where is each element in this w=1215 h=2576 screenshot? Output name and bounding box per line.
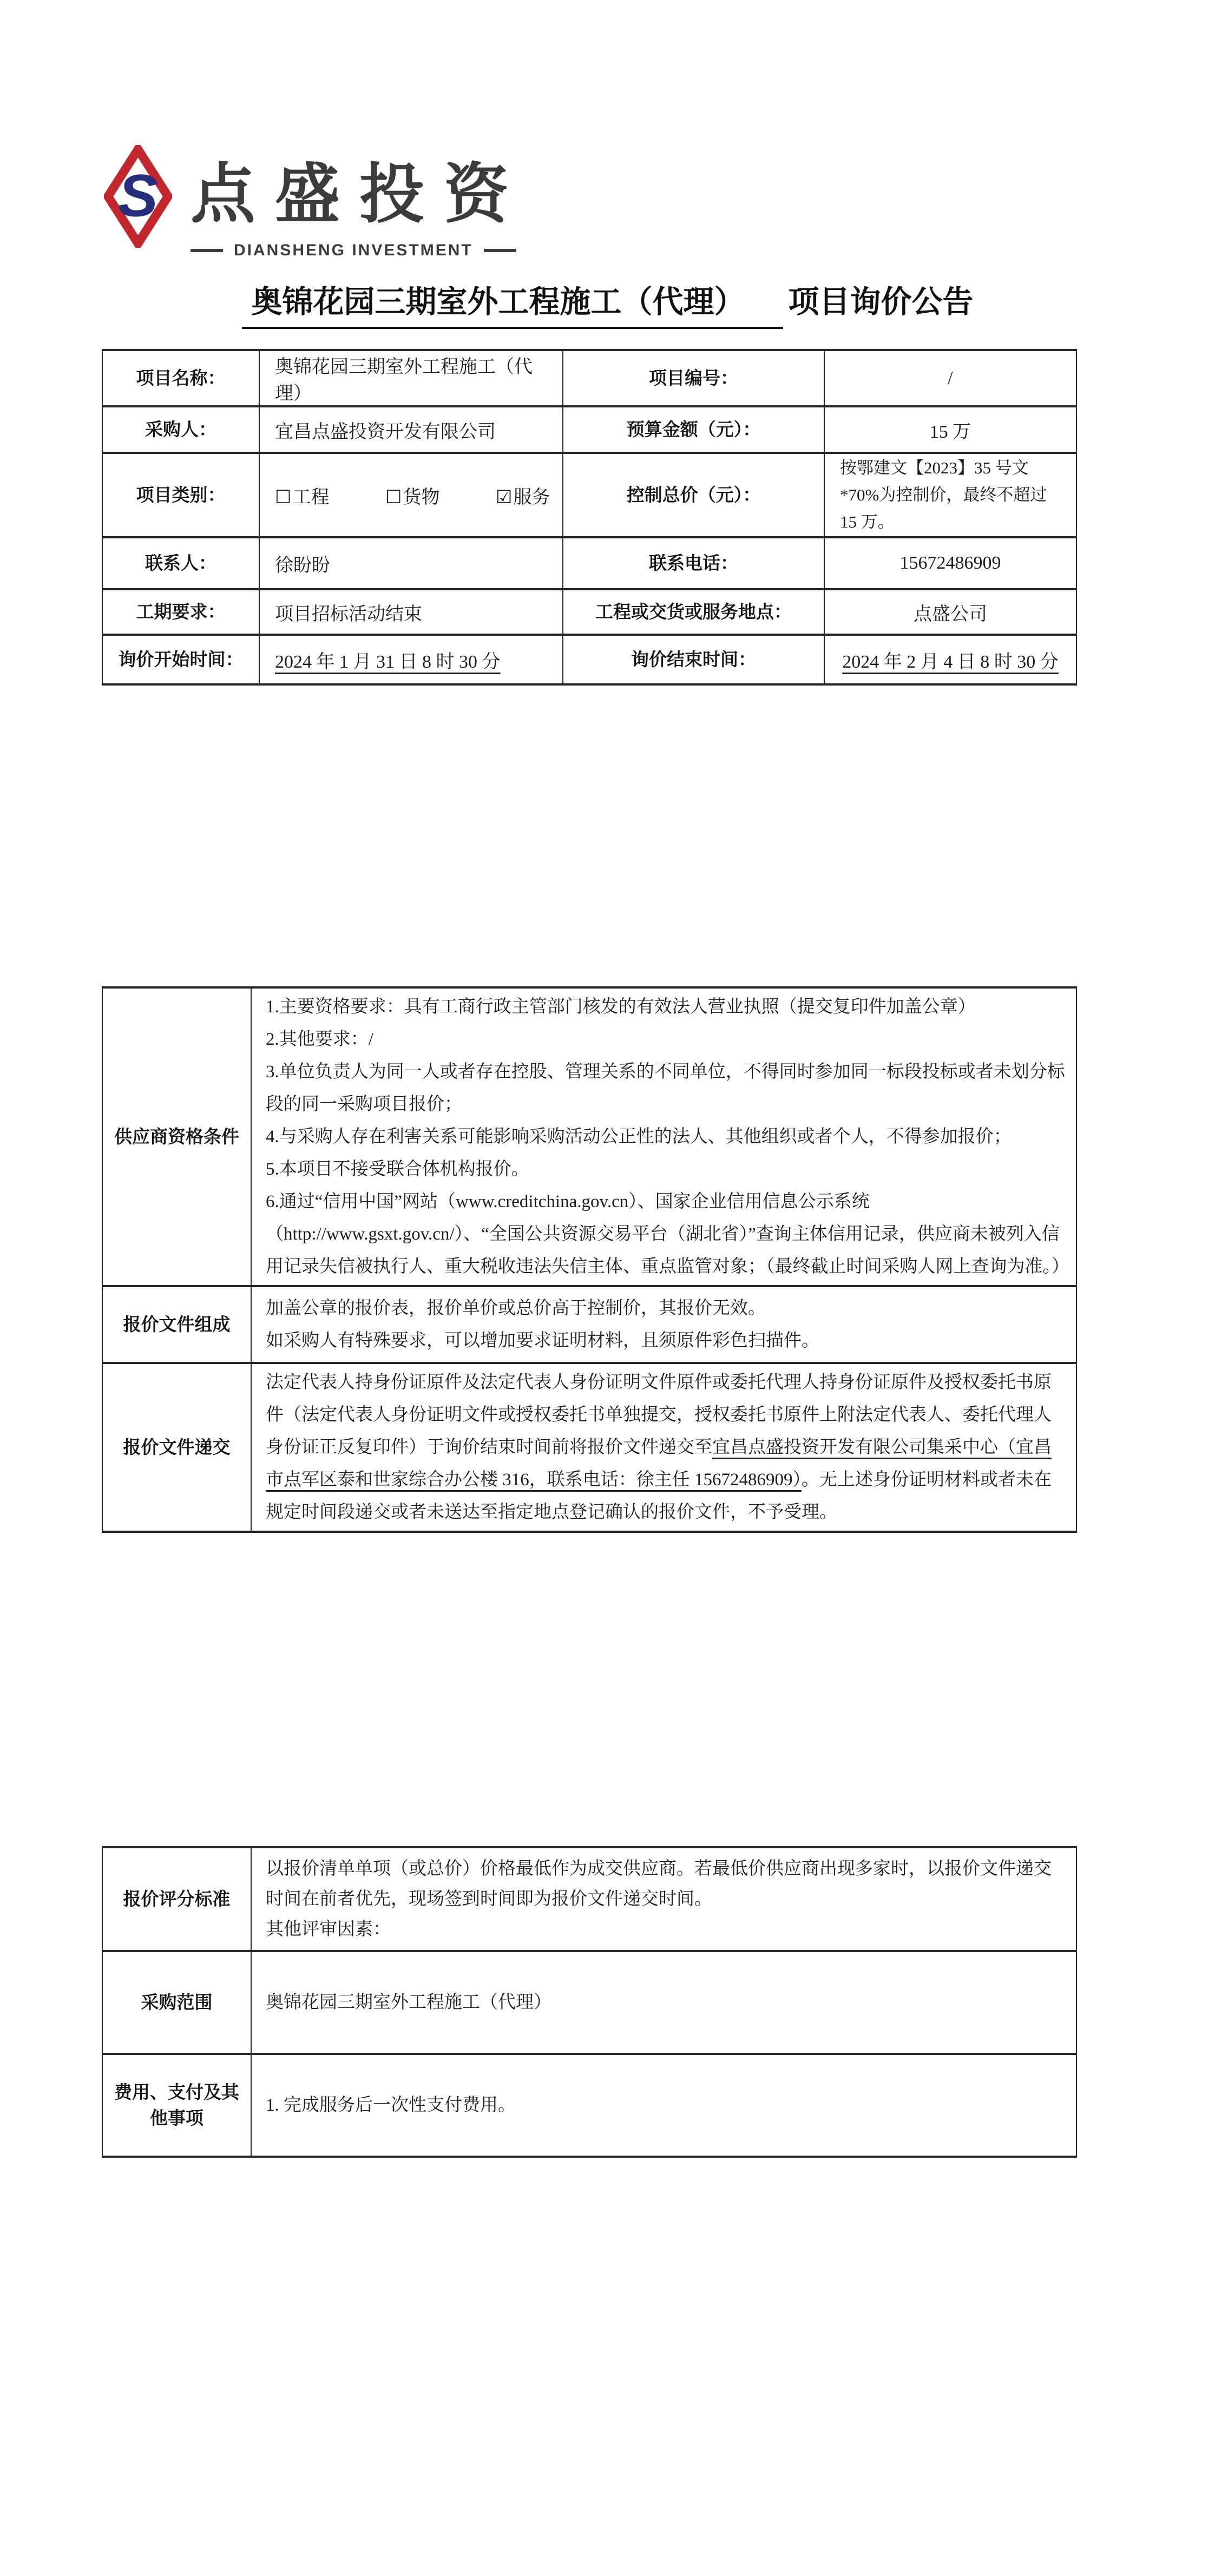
budget-value: 15 万 [824, 406, 1076, 453]
submission-pre: 法定代表人持身份证原件及法定代表人身份证明文件原件或委托代理人持身份证原件及授权委托书原件（法定代表人身份证明文件或授权委托书单独提交，授权委托书原件上附法定代表人、委托代理人身份证正反复印件）于询价结束时间前将报价文件递交至 [266, 1373, 1052, 1457]
table-row [102, 350, 1076, 406]
table-row [102, 589, 1076, 635]
control-price-label: 控制总价（元）： [563, 453, 824, 537]
procurement-scope-content [251, 1951, 1076, 2054]
project-number-value: / [824, 350, 1076, 406]
checkbox-unchecked-icon: ☐ [275, 486, 292, 508]
logo-dash-left-icon [191, 249, 223, 252]
logo-subtitle [191, 241, 516, 260]
category-label: 项目类别： [102, 453, 259, 537]
purchaser-label: 采购人： [102, 406, 259, 453]
composition-line: 如采购人有特殊要求，可以增加要求证明材料，且须原件彩色扫描件。 [266, 1331, 819, 1350]
requirement-item: 1.主要资格要求：具有工商行政主管部门核发的有效法人营业执照（提交复印件加盖公章） [266, 997, 976, 1017]
requirement-item: 6.通过“信用中国”网站（www.creditchina.gov.cn）、国家企业信用信息公示系统（http://www.gsxt.gov.cn/）、“全国公共资源交易平台（湖北省）”查询主体信用记录，供应商未被列入信用记录失信被执行人、重大税收违法失信主体、重点监管对象；（最终截止时间采购人网上查询为准。） [266, 1192, 1069, 1276]
category-option-label: 工程 [292, 487, 330, 508]
end-time-label: 询价结束时间： [563, 635, 824, 684]
criteria-line: 其他评审因素： [266, 1920, 391, 1939]
purchaser-value: 宜昌点盛投资开发有限公司 [259, 406, 563, 453]
category-value [259, 453, 563, 537]
phone-label: 联系电话： [563, 537, 824, 589]
qualification-label: 供应商资格条件 [102, 987, 251, 1286]
start-time-text: 2024 年 1 月 31 日 8 时 30 分 [275, 651, 501, 672]
table-row [102, 1847, 1076, 1951]
requirement-item: 2.其他要求：/ [266, 1030, 373, 1049]
submission-address-underlined: 宜昌点盛投资开发有限公司集采中心（宜昌市点军区泰和世家综合办公楼 316，联系电话：徐主任 15672486909） [266, 1438, 1052, 1490]
category-option-label: 服务 [513, 487, 550, 508]
fees-payment-content [251, 2054, 1076, 2157]
fees-payment-label: 费用、支付及其他事项 [102, 2054, 251, 2157]
table-row [102, 1951, 1076, 2054]
scope-line: 奥锦花园三期室外工程施工（代理） [266, 1993, 551, 2012]
end-time-text: 2024 年 2 月 4 日 8 时 30 分 [842, 651, 1059, 672]
table-row [102, 537, 1076, 589]
schedule-value: 项目招标活动结束 [259, 589, 563, 635]
submission-post: 。无上述身份证明材料或者未在规定时间段递交或者未送达至指定地点登记确认的报价文件，不予受理。 [266, 1470, 1052, 1522]
category-option-gongcheng [275, 482, 329, 509]
logo-cn-text: 点盛投资 [191, 158, 528, 230]
evaluation-criteria-label: 报价评分标准 [102, 1847, 251, 1951]
table-row [102, 1363, 1076, 1532]
quote-composition-content [251, 1286, 1076, 1363]
table-row [102, 987, 1076, 1286]
logo-dash-right-icon [484, 249, 516, 252]
title-suffix: 项目询价公告 [788, 285, 974, 319]
criteria-line: 以报价清单单项（或总价）价格最低作为成交供应商。若最低价供应商出现多家时，以报价文件递交时间在前者优先，现场签到时间即为报价文件递交时间。 [266, 1859, 1052, 1909]
contact-label: 联系人： [102, 537, 259, 589]
requirement-item: 3.单位负责人为同一人或者存在控股、管理关系的不同单位，不得同时参加同一标段投标或者未划分标段的同一采购项目报价； [266, 1062, 1065, 1114]
title-underlined: 奥锦花园三期室外工程施工（代理） [242, 277, 783, 329]
procurement-scope-label: 采购范围 [102, 1951, 251, 2054]
project-name-label: 项目名称： [102, 350, 259, 406]
supplier-qualification-table [102, 986, 1077, 1533]
checkbox-checked-icon: ☑ [495, 486, 513, 508]
phone-value: 15672486909 [824, 537, 1076, 589]
page-title [0, 277, 1215, 329]
table-row [102, 1286, 1076, 1363]
budget-label: 预算金额（元）： [563, 406, 824, 453]
control-price-value: 按鄂建文【2023】35 号文*70%为控制价，最终不超过 15 万。 [824, 453, 1076, 537]
schedule-label: 工期要求： [102, 589, 259, 635]
table-row [102, 635, 1076, 684]
start-time-label: 询价开始时间： [102, 635, 259, 684]
evaluation-criteria-content [251, 1847, 1076, 1951]
project-info-table [102, 349, 1077, 686]
start-time-value [259, 635, 563, 684]
quote-composition-label: 报价文件组成 [102, 1286, 251, 1363]
diansheng-logo-icon [104, 145, 172, 248]
project-name-value: 奥锦花园三期室外工程施工（代理） [259, 350, 563, 406]
location-label: 工程或交货或服务地点： [563, 589, 824, 635]
requirement-item: 4.与采购人存在利害关系可能影响采购活动公正性的法人、其他组织或者个人，不得参加报价； [266, 1127, 1012, 1147]
contact-value: 徐盼盼 [259, 537, 563, 589]
fees-line: 1. 完成服务后一次性支付费用。 [266, 2096, 516, 2115]
location-value: 点盛公司 [824, 589, 1076, 635]
table-row [102, 2054, 1076, 2157]
category-option-label: 货物 [403, 487, 440, 508]
table-row [102, 406, 1076, 453]
logo-en-text: DIANSHENG INVESTMENT [234, 241, 473, 259]
quote-submission-label: 报价文件递交 [102, 1363, 251, 1532]
composition-line: 加盖公章的报价表，报价单价或总价高于控制价，其报价无效。 [266, 1299, 766, 1318]
quote-submission-content [251, 1363, 1076, 1532]
logo-letter: S [118, 162, 158, 229]
requirement-item: 5.本项目不接受联合体机构报价。 [266, 1159, 529, 1179]
project-number-label: 项目编号： [563, 350, 824, 406]
checkbox-unchecked-icon: ☐ [385, 486, 402, 508]
category-option-huowu [385, 482, 439, 509]
table-row [102, 453, 1076, 537]
qualification-content [251, 987, 1076, 1286]
end-time-value [824, 635, 1076, 684]
evaluation-table [102, 1846, 1077, 2158]
submission-paragraph [266, 1366, 1065, 1529]
category-option-fuwu [496, 482, 550, 509]
